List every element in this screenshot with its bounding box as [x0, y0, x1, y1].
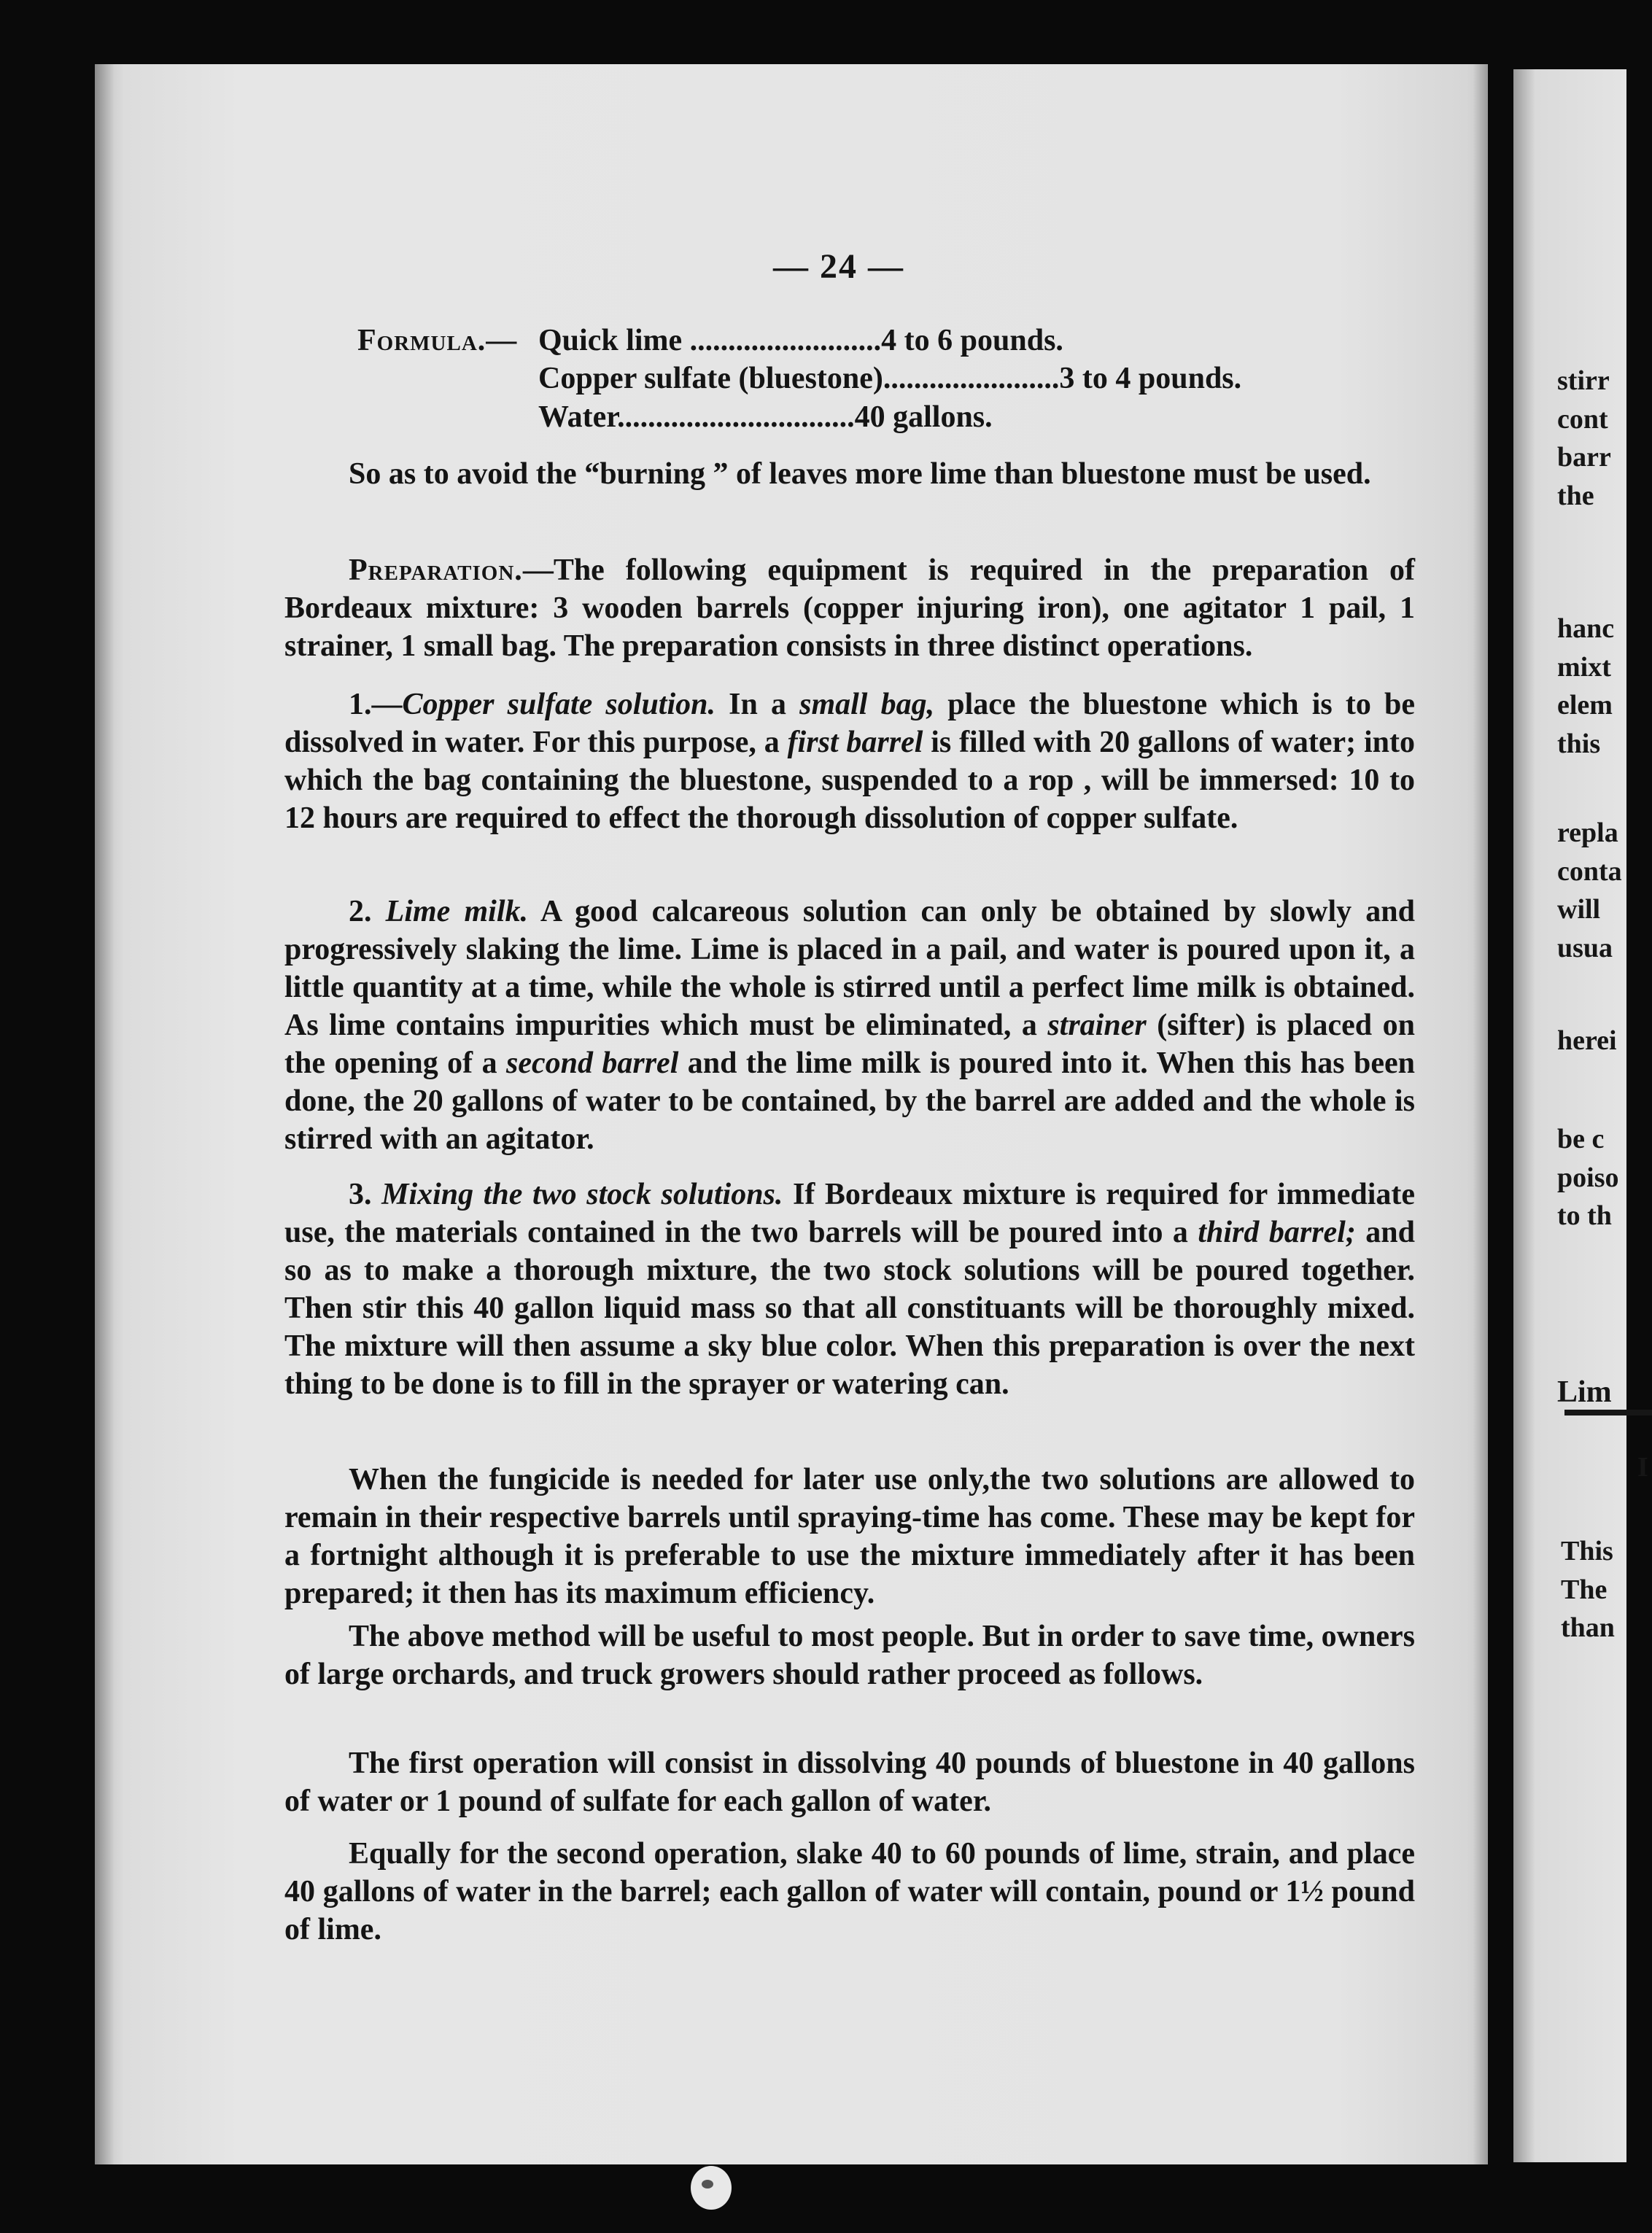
paragraph-text: and the lime milk is poured into it. When this has been done, the 20 gallons of water to be contained, by the barrel are added and the whole is stirred with an agitator. — [284, 1046, 1415, 1156]
step-number: 3. — [349, 1178, 382, 1211]
paragraph-mixing — [284, 1176, 1415, 1403]
paragraph-text: and so as to make a thorough mixture, the two stock solutions will be poured together. Then stir this 40 gallon liquid mass so that all constituants will be thoroughly mixed. The mixture will then assume a sky blue color. When this preparation is over the next thing to be done is to fill in the sprayer or watering can. — [284, 1216, 1416, 1401]
paragraph-text: The first operation will consist in dissolving 40 pounds of bluestone in 40 gallons of water or 1 pound of sulfate for each gallon of water. — [284, 1747, 1415, 1818]
paragraph-text: A good calcareous solution can only be obtained by slowly and progressively slaking the lime. Lime is placed in a pail, and water is poured upon it, a little quantity at a time, while the whole is stirred until a perfect lime milk is obtained. As lime contains impurities which must be eliminated, a — [284, 895, 1415, 1042]
adjacent-page-fragment: repla — [1557, 818, 1618, 848]
step-number: 2. — [349, 895, 386, 928]
adjacent-page-fragment: herei — [1557, 1025, 1617, 1056]
adjacent-page-fragment: cont — [1557, 404, 1608, 435]
formula-amount: 4 to 6 pounds. — [881, 324, 1063, 357]
emphasis: third barrel; — [1198, 1216, 1356, 1249]
step-number: 1.— — [349, 688, 403, 721]
adjacent-page-fragment: barr — [1557, 442, 1611, 473]
paragraph-text: Equally for the second operation, slake 40 to 60 pounds of lime, strain, and place 40 gallons of water in the barrel; each gallon of water will contain, pound or 1½ pound of lime. — [284, 1837, 1415, 1946]
adjacent-page-fragment: conta — [1557, 856, 1622, 887]
adjacent-page-fragment: this — [1557, 729, 1601, 759]
paragraph-above-method — [284, 1618, 1415, 1693]
formula-dots: ....................... — [883, 362, 1060, 395]
emphasis: strainer — [1047, 1009, 1147, 1042]
adjacent-page-fragment: poiso — [1557, 1162, 1619, 1193]
adjacent-page-fragment: be c — [1557, 1124, 1605, 1154]
emphasis: first barrel — [787, 726, 923, 759]
adjacent-page-fragment: will — [1557, 894, 1601, 925]
formula-item: Water — [538, 400, 618, 434]
formula-label — [357, 323, 517, 358]
paragraph-text: When the fungicide is needed for later use only,the two solutions are allowed to remain in their respective barrels until spraying-time has come. These may be kept for a fortnight although it is preferable to use the mixture immediately after it has been prepared; it then has its maximum efficiency. — [284, 1463, 1415, 1610]
adjacent-page-rule — [1564, 1410, 1652, 1415]
adjacent-page — [1513, 69, 1648, 2162]
page-number: — 24 — — [773, 247, 904, 286]
formula-item: Copper sulfate (bluestone) — [538, 362, 883, 395]
formula-dots: ............................... — [617, 400, 855, 434]
paragraph-text: If Bordeaux mixture is required for immediate use, the materials contained in the two barrels will be poured into a — [284, 1178, 1416, 1249]
adjacent-page-fragment: mixt — [1557, 652, 1611, 683]
paragraph-text: is filled with 20 gallons of water; into which the bag containing the bluestone, suspended to a rop , will be immersed: 10 to 12 hours are required to effect the thorough dissolution of copper sulfate. — [284, 726, 1416, 835]
adjacent-page-fragment: usua — [1557, 933, 1613, 963]
adjacent-page-fragment: stirr — [1557, 365, 1610, 396]
step-title: Mixing the two stock solutions. — [381, 1178, 783, 1211]
paragraph-first-operation — [284, 1744, 1415, 1820]
emphasis: small bag, — [799, 688, 935, 721]
formula-row — [538, 323, 1063, 358]
page-binding-shadow — [95, 64, 114, 2164]
paragraph-preparation — [284, 551, 1415, 665]
formula-amount: 3 to 4 pounds. — [1059, 362, 1242, 395]
adjacent-page-fragment: The — [1561, 1574, 1608, 1605]
adjacent-page-fragment: the — [1557, 481, 1594, 511]
paragraph-text: The above method will be useful to most people. But in order to save time, owners of large orchards, and truck growers should rather proceed as follows. — [284, 1620, 1415, 1691]
adjacent-page-fragment: This — [1561, 1536, 1613, 1566]
paragraph-lime-milk — [284, 893, 1415, 1158]
formula-dots: ......................... — [682, 324, 882, 357]
formula-amount: 40 gallons. — [854, 400, 993, 434]
formula-row — [538, 400, 993, 435]
paragraph-text: (sifter) is placed on the opening of a — [284, 1009, 1415, 1080]
ink-blot — [686, 2162, 737, 2213]
adjacent-page-fragment: I — [1637, 1452, 1648, 1483]
adjacent-page-fragment: hanc — [1557, 613, 1615, 644]
paragraph-later-use — [284, 1461, 1415, 1612]
paragraph-lime-note — [284, 455, 1415, 493]
adjacent-page-fragment: elem — [1557, 690, 1613, 721]
step-title: Lime milk. — [385, 895, 528, 928]
formula-heading: Formula.— — [357, 324, 518, 357]
paragraph-second-operation — [284, 1835, 1415, 1949]
paragraph-copper-sulfate — [284, 686, 1415, 837]
emphasis: second barrel — [505, 1046, 679, 1080]
paragraph-text: —The following equipment is required in the preparation of Bordeaux mixture: 3 wooden barrels (copper injuring iron), one agitator 1 pail, 1 strainer, 1 small bag. The preparation consists in three distinct operations. — [284, 554, 1415, 663]
step-title: Copper sulfate solution. — [402, 688, 716, 721]
paragraph-text: place the bluestone which is to be dissolved in water. For this purpose, a — [284, 688, 1415, 759]
section-heading: Preparation. — [349, 554, 523, 587]
page-edge-shadow — [1473, 64, 1488, 2164]
adjacent-page-heading: Lim — [1557, 1375, 1612, 1409]
formula-item: Quick lime — [538, 324, 683, 357]
paragraph-text: In a — [716, 688, 800, 721]
adjacent-page-fragment: than — [1561, 1612, 1615, 1643]
paragraph-text: So as to avoid the “burning ” of leaves more lime than bluestone must be used. — [349, 457, 1371, 491]
adjacent-page-fragment: to th — [1557, 1200, 1612, 1231]
formula-row — [538, 361, 1241, 396]
